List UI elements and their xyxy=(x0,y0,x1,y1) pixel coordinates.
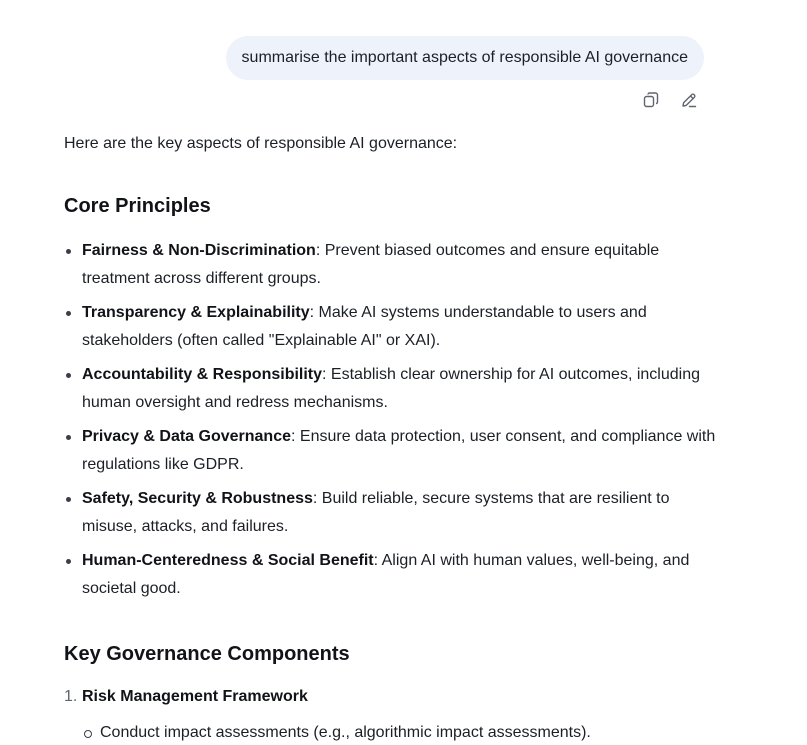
item-title: Risk Management Framework xyxy=(82,688,308,705)
list-item xyxy=(64,237,724,293)
list-item-term: Human-Centeredness & Social Benefit xyxy=(82,552,374,569)
list-item-text: : Align AI with human values, well-being, and societal good. xyxy=(82,552,690,597)
list-item xyxy=(64,299,724,355)
sub-list-item: Conduct impact assessments (e.g., algorithmic impact assessments). xyxy=(82,719,724,745)
section-heading-governance-components: Key Governance Components xyxy=(64,643,350,665)
sub-list xyxy=(82,719,724,745)
list-item-text: : Ensure data protection, user consent, and compliance with regulations like GDPR. xyxy=(82,428,716,473)
list-item-term: Privacy & Data Governance xyxy=(82,428,291,445)
edit-icon xyxy=(680,91,698,109)
list-item-text: : Establish clear ownership for AI outcomes, including human oversight and redress mechanisms. xyxy=(82,366,700,411)
list-item-text: : Build reliable, secure systems that are resilient to misuse, attacks, and failures. xyxy=(82,490,670,535)
core-principles-list xyxy=(64,237,724,603)
assistant-response xyxy=(64,131,724,745)
message-actions xyxy=(640,89,700,111)
list-item-term: Safety, Security & Robustness xyxy=(82,490,313,507)
list-item xyxy=(64,361,724,417)
section-heading-core-principles: Core Principles xyxy=(64,195,211,217)
item-number: 1. xyxy=(64,688,78,705)
list-item-term: Accountability & Responsibility xyxy=(82,366,323,383)
list-item xyxy=(64,547,724,603)
user-message-row xyxy=(226,36,704,80)
user-message-bubble: summarise the important aspects of responsible AI governance xyxy=(226,36,704,80)
list-item-term: Fairness & Non-Discrimination xyxy=(82,242,316,259)
numbered-item xyxy=(64,683,724,745)
list-item-term: Transparency & Explainability xyxy=(82,304,310,321)
copy-icon xyxy=(642,91,660,109)
list-item xyxy=(64,485,724,541)
list-item-text: : Make AI systems understandable to users and stakeholders (often called "Explainable AI" or XAI). xyxy=(82,304,647,349)
governance-components-list xyxy=(64,683,724,745)
list-item xyxy=(64,423,724,479)
copy-button[interactable] xyxy=(640,89,662,111)
list-item-text: : Prevent biased outcomes and ensure equitable treatment across different groups. xyxy=(82,242,660,287)
edit-button[interactable] xyxy=(678,89,700,111)
response-intro: Here are the key aspects of responsible AI governance: xyxy=(64,135,458,152)
